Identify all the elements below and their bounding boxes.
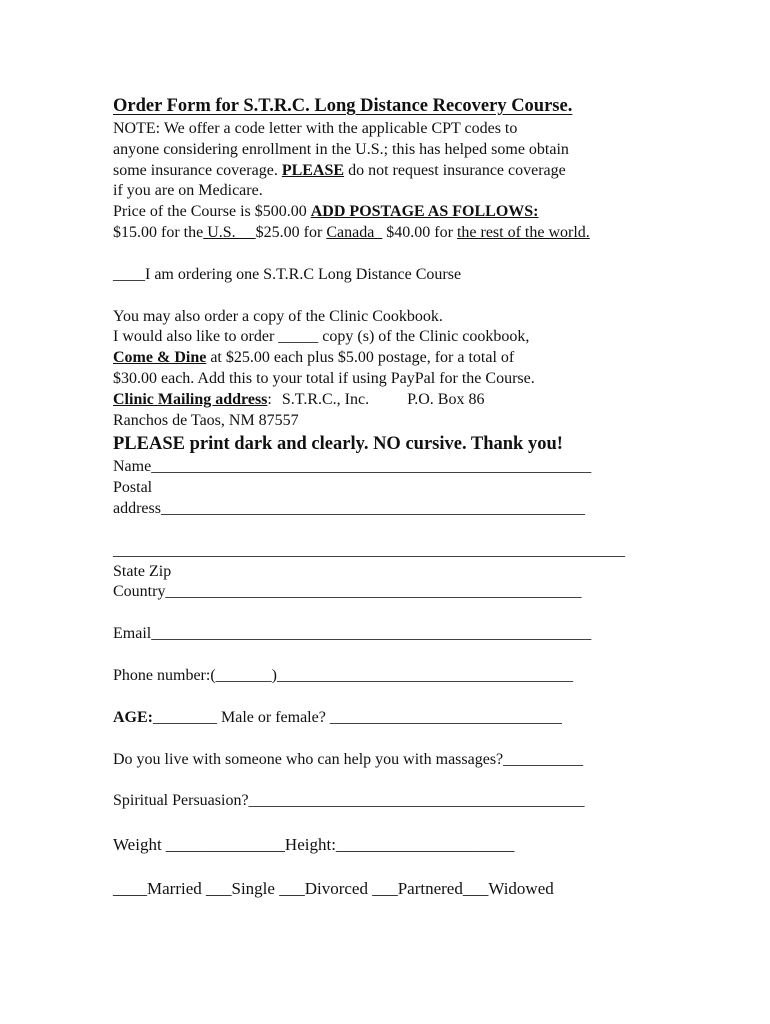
order-course-line[interactable]: ____I am ordering one S.T.R.C Long Distance Course: [113, 265, 462, 283]
cookbook-title: Come & Dine: [113, 349, 207, 367]
note-line-3-pre: some insurance coverage.: [113, 161, 282, 179]
state-zip-label[interactable]: State Zip: [113, 562, 172, 580]
massage-field[interactable]: Do you live with someone who can help you with massages?__________: [113, 750, 584, 768]
mailing-colon: :: [267, 390, 272, 408]
canada-rate: $25.00 for: [255, 223, 327, 241]
email-field[interactable]: Email_______________________________________________________: [113, 625, 592, 643]
mailing-section: [113, 390, 673, 432]
customer-fields: [113, 457, 673, 899]
weight-height-field[interactable]: Weight ______________Height:_____________________: [113, 835, 515, 855]
note-line-2: anyone considering enrollment in the U.S.; this has helped some obtain: [113, 140, 569, 158]
price-section: [113, 202, 673, 244]
price-text: Price of the Course is $500.00: [113, 203, 311, 221]
order-form: [113, 94, 673, 900]
world-rate: $40.00 for: [382, 223, 457, 241]
marital-status-field[interactable]: ____Married ___Single ___Divorced ___Partnered___Widowed: [113, 878, 554, 898]
phone-field[interactable]: Phone number:(_______)_____________________________________: [113, 666, 573, 684]
age-label: AGE:: [113, 708, 153, 726]
us-rate: $15.00 for the: [113, 223, 204, 241]
note-line-4: if you are on Medicare.: [113, 182, 263, 200]
print-instructions: PLEASE print dark and clearly. NO cursive. Thank you!: [113, 434, 563, 455]
address-field[interactable]: address_____________________________________________________: [113, 499, 585, 517]
spiritual-field[interactable]: Spiritual Persuasion?__________________________________________: [113, 792, 585, 810]
cookbook-section: [113, 307, 673, 390]
price-line: [113, 202, 673, 223]
cookbook-line-1: You may also order a copy of the Clinic Cookbook.: [113, 307, 443, 325]
cookbook-price: at $25.00 each plus $5.00 postage, for a total of: [206, 349, 515, 367]
postage-heading: ADD POSTAGE AS FOLLOWS:: [310, 203, 539, 221]
country-field[interactable]: Country____________________________________________________: [113, 583, 582, 601]
mailing-city: Ranchos de Taos, NM 87557: [113, 411, 299, 429]
please-emphasis: PLEASE: [281, 161, 345, 179]
note-line-3-post: do not request insurance coverage: [344, 161, 566, 179]
world-label: the rest of the world.: [456, 223, 590, 241]
mailing-pobox: P.O. Box 86: [407, 390, 485, 408]
mailing-line: [113, 390, 673, 411]
age-gender-field[interactable]: [113, 708, 673, 729]
address-line-2-field[interactable]: ________________________________________________________________: [113, 541, 625, 559]
postal-label: Postal: [113, 479, 153, 497]
postage-rates-line: [113, 223, 673, 244]
note-line-3: [113, 161, 673, 182]
cookbook-line-2[interactable]: I would also like to order _____ copy (s) of the Clinic cookbook,: [113, 328, 530, 346]
cookbook-line-4: $30.00 each. Add this to your total if using PayPal for the Course.: [113, 369, 535, 387]
mailing-label: Clinic Mailing address: [113, 390, 268, 408]
note-paragraph: [113, 119, 673, 202]
us-label: U.S.: [203, 223, 256, 241]
cookbook-line-3: [113, 348, 673, 369]
age-gender-blanks[interactable]: ________ Male or female? _____________________________: [153, 708, 562, 726]
note-line-1: NOTE: We offer a code letter with the applicable CPT codes to: [113, 120, 518, 137]
name-field[interactable]: Name_______________________________________________________: [113, 458, 592, 476]
canada-label: Canada: [326, 223, 383, 241]
form-title: Order Form for S.T.R.C. Long Distance Recovery Course.: [113, 96, 573, 116]
mailing-company: S.T.R.C., Inc.: [281, 390, 370, 408]
